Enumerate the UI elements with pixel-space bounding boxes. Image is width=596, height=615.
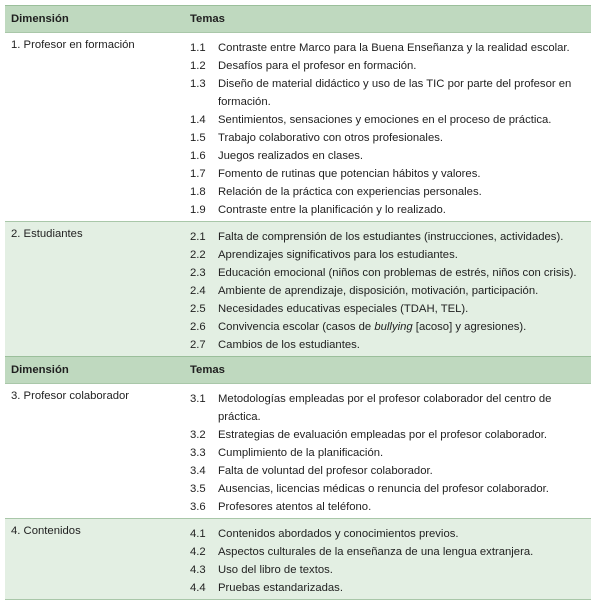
- dimension-label: 4. Contenidos: [11, 525, 81, 537]
- theme-text: Fomento de rutinas que potencian hábitos y valores.: [218, 168, 481, 180]
- theme-item: [190, 183, 591, 201]
- theme-item: [190, 426, 591, 444]
- theme-text: Contraste entre Marco para la Buena Enseñanza y la realidad escolar.: [218, 42, 570, 54]
- theme-text: Falta de voluntad del profesor colaborador.: [218, 465, 433, 477]
- theme-item: [190, 264, 591, 282]
- theme-text: Desafíos para el profesor en formación.: [218, 60, 417, 72]
- theme-text: Contenidos abordados y conocimientos previos.: [218, 528, 459, 540]
- theme-text: Falta de comprensión de los estudiantes (instrucciones, actividades).: [218, 231, 564, 243]
- theme-text-after: [acoso] y agresiones).: [412, 321, 527, 333]
- theme-number: 1.6: [190, 150, 206, 162]
- theme-item: [190, 318, 591, 336]
- theme-text: Juegos realizados en clases.: [218, 150, 364, 162]
- theme-text: [218, 318, 588, 336]
- dimension-group: [5, 32, 591, 221]
- dimension-label: 3. Profesor colaborador: [11, 390, 130, 402]
- theme-number: 4.1: [190, 528, 206, 540]
- theme-text: Cumplimiento de la planificación.: [218, 447, 384, 459]
- theme-item: [190, 300, 591, 318]
- theme-number: 2.6: [190, 321, 206, 333]
- theme-number: 1.8: [190, 186, 206, 198]
- theme-item: [190, 444, 591, 462]
- header-dimension: Dimensión: [11, 364, 69, 376]
- theme-number: 1.3: [190, 78, 206, 90]
- theme-item: [190, 246, 591, 264]
- theme-text: Contraste entre la planificación y lo realizado.: [218, 204, 446, 216]
- theme-item: [190, 579, 591, 597]
- theme-text: Necesidades educativas especiales (TDAH, TEL).: [218, 303, 469, 315]
- theme-item: [190, 462, 591, 480]
- theme-item: [190, 111, 591, 129]
- theme-number: 3.3: [190, 447, 206, 459]
- theme-text: Cambios de los estudiantes.: [218, 339, 360, 351]
- theme-text: Trabajo colaborativo con otros profesionales.: [218, 132, 444, 144]
- theme-text: Aspectos culturales de la enseñanza de una lengua extranjera.: [218, 546, 534, 558]
- theme-number: 3.6: [190, 501, 206, 513]
- dimension-group: [5, 221, 591, 356]
- theme-text: Ausencias, licencias médicas o renuncia del profesor colaborador.: [218, 483, 549, 495]
- header-themes: Temas: [190, 13, 225, 25]
- dimension-label: 2. Estudiantes: [11, 228, 83, 240]
- theme-number: 2.7: [190, 339, 206, 351]
- theme-text: Pruebas estandarizadas.: [218, 582, 343, 594]
- theme-text: Sentimientos, sensaciones y emociones en el proceso de práctica.: [218, 114, 552, 126]
- theme-text: Relación de la práctica con experiencias personales.: [218, 186, 482, 198]
- theme-item: [190, 498, 591, 516]
- theme-number: 3.1: [190, 393, 206, 405]
- theme-number: 1.4: [190, 114, 206, 126]
- theme-number: 2.1: [190, 231, 206, 243]
- dimension-label: 1. Profesor en formación: [11, 39, 135, 51]
- theme-number: 2.3: [190, 267, 206, 279]
- theme-item: [190, 336, 591, 354]
- theme-number: 2.2: [190, 249, 206, 261]
- theme-item: [190, 165, 591, 183]
- theme-item: [190, 39, 591, 57]
- theme-text-before: Convivencia escolar (casos de: [218, 321, 375, 333]
- theme-number: 1.9: [190, 204, 206, 216]
- theme-text: Diseño de material didáctico y uso de las TIC por parte del profesor en formación.: [218, 78, 572, 108]
- header-dimension: Dimensión: [11, 13, 69, 25]
- theme-item: [190, 201, 591, 219]
- dimension-group: [5, 383, 591, 518]
- theme-number: 1.2: [190, 60, 206, 72]
- table-header: [5, 356, 591, 383]
- theme-text: Uso del libro de textos.: [218, 564, 333, 576]
- theme-number: 2.5: [190, 303, 206, 315]
- header-themes: Temas: [190, 364, 225, 376]
- theme-text: Estrategias de evaluación empleadas por el profesor colaborador.: [218, 429, 548, 441]
- theme-number: 4.3: [190, 564, 206, 576]
- theme-item: [190, 129, 591, 147]
- theme-number: 4.4: [190, 582, 206, 594]
- theme-item: [190, 228, 591, 246]
- theme-item: [190, 282, 591, 300]
- theme-number: 2.4: [190, 285, 206, 297]
- theme-item: [190, 561, 591, 579]
- theme-item: [190, 390, 591, 426]
- theme-item: [190, 75, 591, 111]
- theme-text: Educación emocional (niños con problemas de estrés, niños con crisis).: [218, 267, 577, 279]
- theme-item: [190, 147, 591, 165]
- theme-number: 3.4: [190, 465, 206, 477]
- theme-text-italic: bullying: [374, 321, 413, 333]
- theme-number: 3.2: [190, 429, 206, 441]
- theme-text: Ambiente de aprendizaje, disposición, motivación, participación.: [218, 285, 539, 297]
- table-header: [5, 5, 591, 32]
- theme-number: 4.2: [190, 546, 206, 558]
- dimension-group: [5, 518, 591, 599]
- theme-item: [190, 543, 591, 561]
- theme-text: Aprendizajes significativos para los estudiantes.: [218, 249, 458, 261]
- theme-text: Metodologías empleadas por el profesor colaborador del centro de práctica.: [218, 393, 552, 423]
- theme-item: [190, 525, 591, 543]
- theme-item: [190, 57, 591, 75]
- themes-table: [5, 5, 591, 600]
- theme-number: 3.5: [190, 483, 206, 495]
- theme-number: 1.7: [190, 168, 206, 180]
- theme-text: Profesores atentos al teléfono.: [218, 501, 372, 513]
- theme-item: [190, 480, 591, 498]
- table-bottom-border: [5, 599, 591, 600]
- theme-number: 1.5: [190, 132, 206, 144]
- theme-number: 1.1: [190, 42, 206, 54]
